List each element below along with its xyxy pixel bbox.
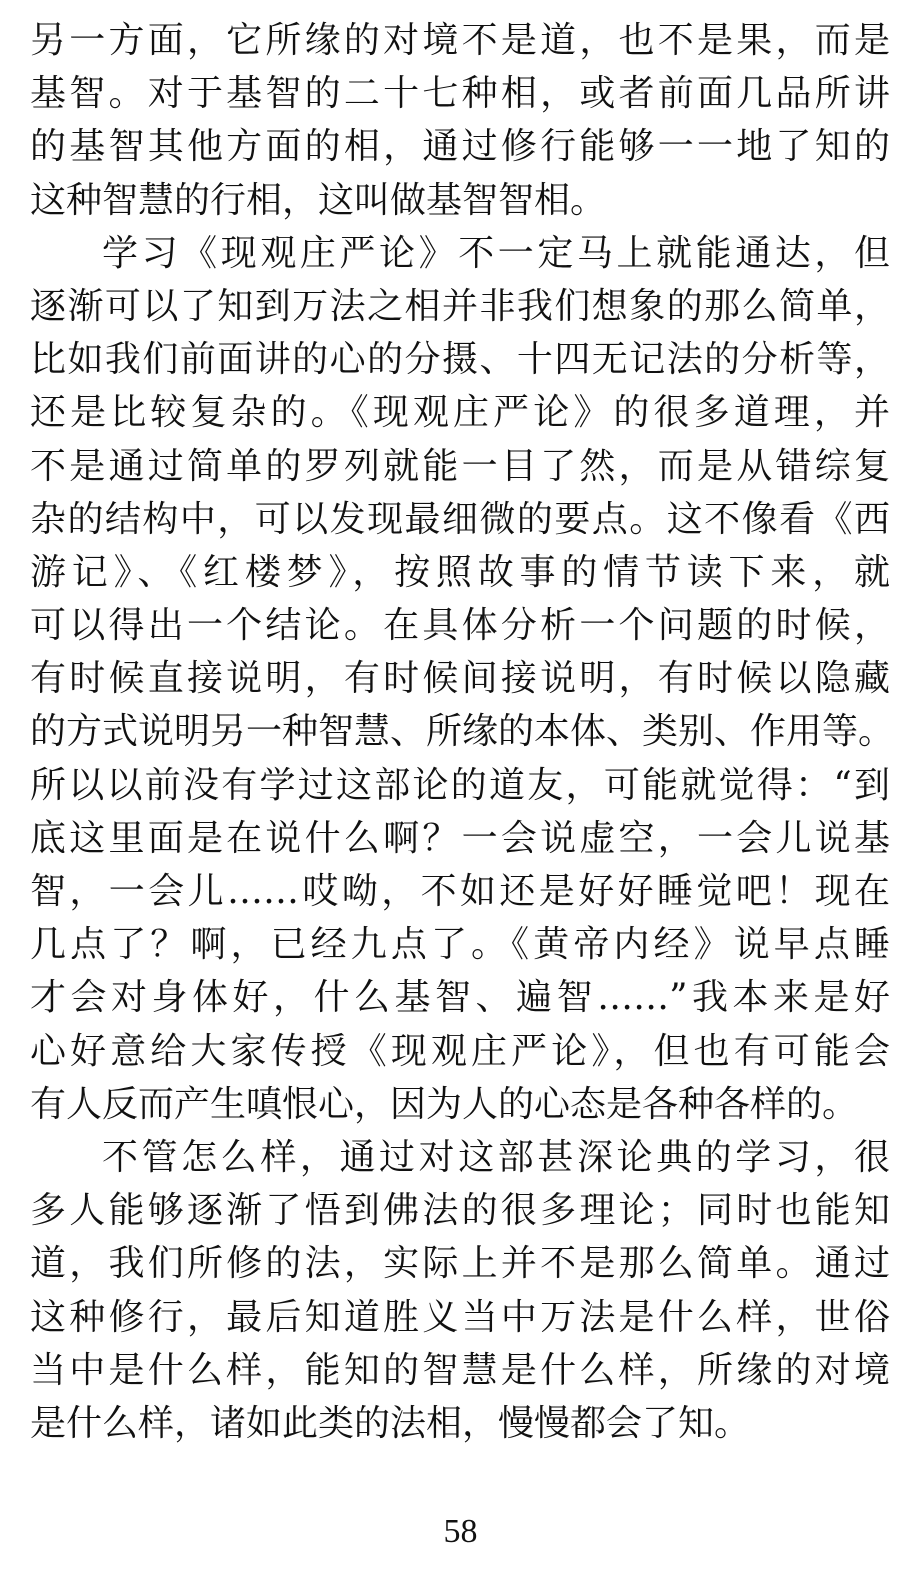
text-line: 多人能够逐渐了悟到佛法的很多理论；同时也能知 [30,1190,890,1232]
text-line: 有时候直接说明，有时候间接说明，有时候以隐藏 [30,658,890,700]
text-line: 所以以前没有学过这部论的道友，可能就觉得：“到 [30,764,890,806]
text-line: 的基智其他方面的相，通过修行能够一一地了知的 [30,126,890,168]
text-line: 游记》、《红楼梦》，按照故事的情节读下来，就 [30,551,890,593]
text-line: 逐渐可以了知到万法之相并非我们想象的那么简单， [30,285,890,327]
text-line: 的方式说明另一种智慧、所缘的本体、类别、作用等。 [30,711,895,753]
text-line: 几点了？啊，已经九点了。《黄帝内经》说早点睡 [30,924,890,966]
page-number: 58 [443,1513,478,1550]
paragraph-start-line: 学习《现观庄严论》不一定马上就能通达，但 [102,232,890,274]
text-line: 另一方面，它所缘的对境不是道，也不是果，而是 [30,20,890,61]
text-line: 心好意给大家传授《现观庄严论》，但也有可能会 [30,1030,890,1072]
text-line: 比如我们前面讲的心的分摄、十四无记法的分析等， [30,339,890,381]
text-line: 这种智慧的行相，这叫做基智智相。 [30,179,607,221]
body-text [30,14,895,1450]
text-line: 不是通过简单的罗列就能一目了然，而是从错综复 [30,445,890,487]
text-line: 当中是什么样，能知的智慧是什么样，所缘的对境 [30,1349,890,1391]
text-line: 基智。对于基智的二十七种相，或者前面几品所讲 [30,73,890,115]
text-line: 底这里面是在说什么啊？一会说虚空，一会儿说基 [30,817,890,859]
paragraph-start-line: 不管怎么样，通过对这部甚深论典的学习，很 [102,1136,890,1178]
text-line: 还是比较复杂的。《现观庄严论》的很多道理，并 [30,392,890,434]
text-line: 才会对身体好，什么基智、遍智……”我本来是好 [30,977,890,1019]
text-line: 可以得出一个结论。在具体分析一个问题的时候， [30,605,890,647]
text-line: 杂的结构中，可以发现最细微的要点。这不像看《西 [30,498,890,540]
text-line: 这种修行，最后知道胜义当中万法是什么样，世俗 [30,1296,890,1338]
text-line: 有人反而产生嗔恨心，因为人的心态是各种各样的。 [30,1083,859,1125]
text-line: 是什么样，诸如此类的法相，慢慢都会了知。 [30,1402,751,1444]
text-line: 智，一会儿……哎呦，不如还是好好睡觉吧！现在 [30,871,890,912]
text-line: 道，我们所修的法，实际上并不是那么简单。通过 [30,1243,890,1285]
